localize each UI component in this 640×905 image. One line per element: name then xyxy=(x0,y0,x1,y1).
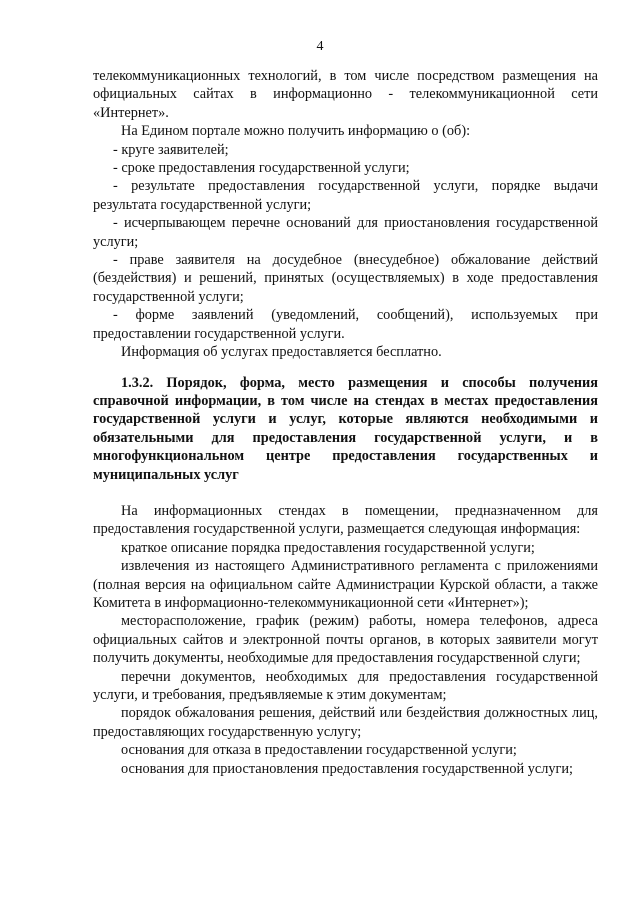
spacer xyxy=(93,484,598,502)
list-item: краткое описание порядка предоставления государственной услуги; xyxy=(121,539,535,556)
list-item: - результате предоставления государственной услуги, порядке выдачи результата государственной услуги; xyxy=(93,178,598,213)
list-item: перечни документов, необходимых для предоставления государственной услуги, и требования, предъявляемые к этим документам; xyxy=(93,668,598,703)
section-heading: 1.3.2. Порядок, форма, место размещения и способы получения справочной информации, в том числе на стендах в местах предоставления государственной услуги и услуг, которые являются необходимыми и обязательными для предоставления государственной услуги, и в многофункциональном центре предоставления государственных и муниципальных услуг xyxy=(93,374,598,483)
list-item: - форме заявлений (уведомлений, сообщений), используемых при предоставлении государственной услуги. xyxy=(93,307,598,342)
paragraph-stands-intro: На информационных стендах в помещении, предназначенном для предоставления государственной услуги, размещается следующая информация: xyxy=(93,502,598,538)
list-item: - сроке предоставления государственной услуги; xyxy=(113,160,410,177)
list-item: - круге заявителей; xyxy=(113,141,229,158)
paragraph-free-info: Информация об услугах предоставляется бесплатно. xyxy=(121,344,442,361)
list-item: извлечения из настоящего Административного регламента с приложениями (полная версия на официальном сайте Администрации Курской области, а также Комитета в информационно-телекоммуникационной сети «Интернет»); xyxy=(93,558,598,611)
paragraph-portal-info: На Едином портале можно получить информацию о (об): xyxy=(121,123,471,140)
list-item: основания для приостановления предоставления государственной услуги; xyxy=(121,760,574,777)
paragraph-continuation: телекоммуникационных технологий, в том числе посредством размещения на официальных сайтах в информационно - телекоммуникационной сети «Интернет». xyxy=(93,68,598,121)
list-item: порядок обжалования решения, действий или бездействия должностных лиц, предоставляющих государственную услугу; xyxy=(93,705,598,740)
spacer xyxy=(93,362,598,374)
page-number: 4 xyxy=(316,39,324,54)
list-item: месторасположение, график (режим) работы, номера телефонов, адреса официальных сайтов и электронной почты органов, в которых заявители могут получить документы, необходимые для предоставления государственной слуги; xyxy=(93,613,598,667)
document-body xyxy=(93,67,598,778)
list-item: основания для отказа в предоставлении государственной услуги; xyxy=(121,742,517,759)
list-item: - праве заявителя на досудебное (внесудебное) обжалование действий (бездействия) и решений, принятых (осуществляемых) в ходе предоставления государственной услуги; xyxy=(93,252,598,305)
list-item: - исчерпывающем перечне оснований для приостановления государственной услуги; xyxy=(93,215,598,250)
